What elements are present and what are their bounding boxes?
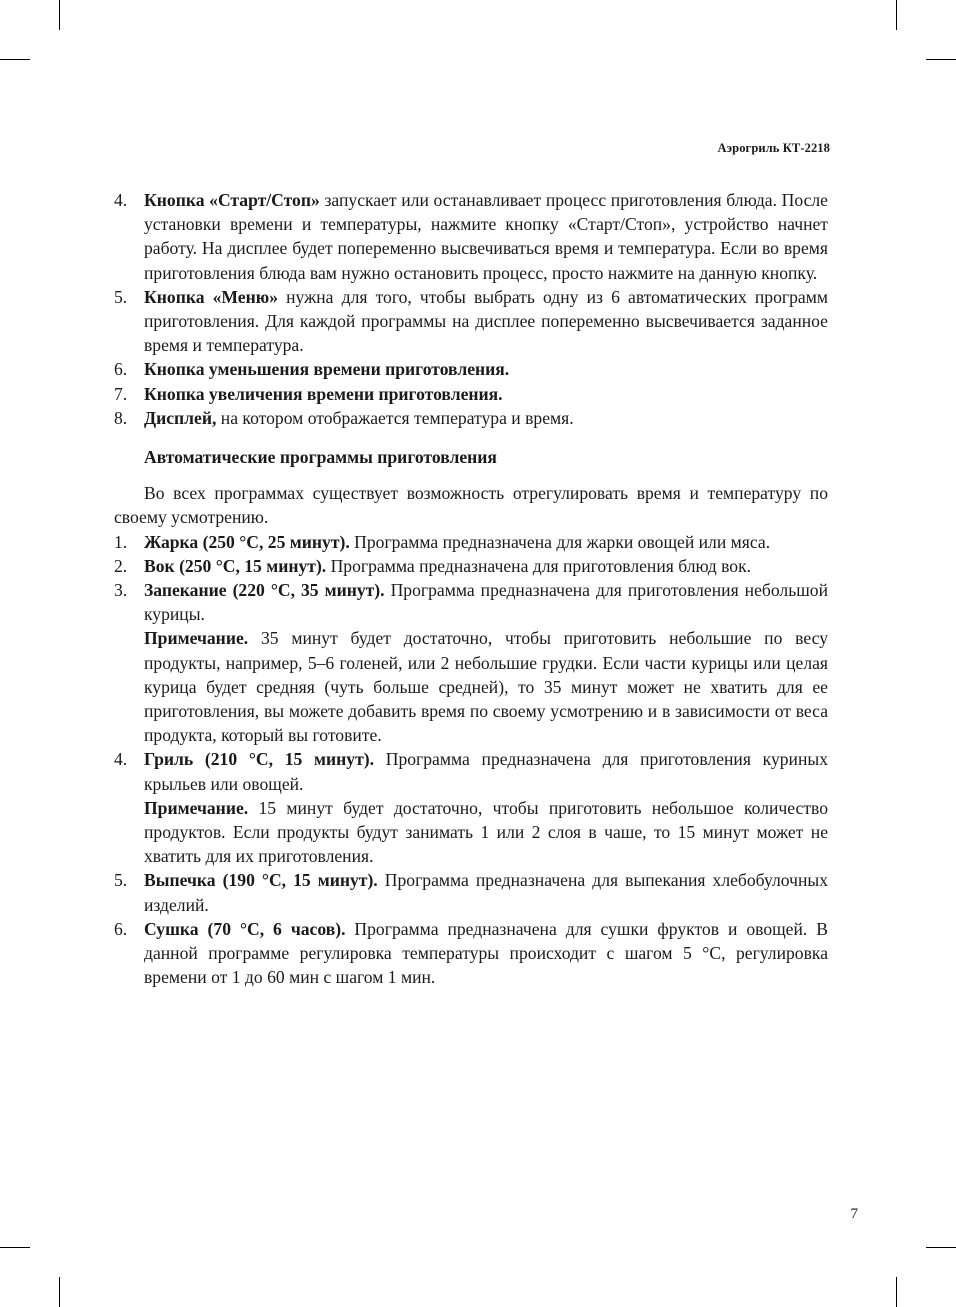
item-title: Запекание (220 °С, 35 минут). bbox=[144, 580, 385, 601]
item-number: 1. bbox=[114, 531, 128, 552]
item-number: 8. bbox=[114, 407, 128, 428]
item-text: Программа предназначена для жарки овощей или мяса. bbox=[349, 531, 771, 552]
item-text: Программа предназначена для выпекания хлебобулочных изделий. bbox=[144, 870, 828, 915]
item-title: Гриль (210 °С, 15 минут). bbox=[144, 749, 375, 770]
program-item bbox=[114, 578, 828, 747]
item-title: Кнопка уменьшения времени приготовления. bbox=[144, 359, 510, 380]
item-text: нужна для того, чтобы выбрать одну из 6 автоматических программ приготовления. Для каждой программы на дисплее попеременно высвечивается заданное время и температура. bbox=[144, 286, 828, 356]
note-label: Примечание. bbox=[144, 797, 249, 818]
note bbox=[144, 796, 828, 869]
control-item bbox=[114, 188, 828, 285]
crop-mark bbox=[926, 59, 956, 60]
item-title: Жарка (250 °С, 25 минут). bbox=[144, 531, 350, 552]
item-number: 6. bbox=[114, 918, 128, 939]
control-item bbox=[114, 357, 828, 381]
control-item bbox=[114, 382, 828, 406]
section-intro: Во всех программах существует возможность отрегулировать время и температуру по своему усмотрению. bbox=[114, 483, 828, 528]
item-number: 7. bbox=[114, 383, 128, 404]
crop-mark bbox=[0, 59, 30, 60]
item-number: 4. bbox=[114, 190, 128, 210]
control-item bbox=[114, 406, 828, 430]
crop-mark bbox=[59, 0, 60, 30]
item-title: Кнопка увеличения времени приготовления. bbox=[144, 383, 503, 404]
item-title: Кнопка «Старт/Стоп» bbox=[144, 190, 320, 210]
item-number: 5. bbox=[114, 286, 128, 307]
program-item bbox=[114, 530, 828, 554]
item-title: Сушка (70 °С, 6 часов). bbox=[144, 918, 346, 939]
note bbox=[144, 626, 828, 747]
item-text: Программа предназначена для приготовления блюд вок. bbox=[326, 555, 752, 576]
item-number: 5. bbox=[114, 870, 128, 891]
crop-mark bbox=[926, 1247, 956, 1248]
item-text: Программа предназначена для приготовления куриных крыльев или овощей. bbox=[144, 749, 828, 794]
note-label: Примечание. bbox=[144, 628, 249, 649]
crop-mark bbox=[896, 1277, 897, 1307]
program-item bbox=[114, 868, 828, 916]
item-number: 4. bbox=[114, 749, 128, 770]
page-number: 7 bbox=[850, 1206, 858, 1222]
item-title: Выпечка (190 °С, 15 минут). bbox=[144, 870, 378, 891]
crop-mark bbox=[896, 0, 897, 30]
page-content bbox=[114, 188, 828, 990]
program-item bbox=[114, 917, 828, 990]
item-number: 2. bbox=[114, 555, 128, 576]
item-number: 3. bbox=[114, 580, 128, 601]
item-text: Программа предназначена для сушки фруктов и овощей. В данной программе регулировка температуры происходит с шагом 5 °С, регулировка времени от 1 до 60 мин с шагом 1 мин. bbox=[144, 918, 828, 988]
crop-mark bbox=[59, 1277, 60, 1307]
note-text: 15 минут будет достаточно, чтобы приготовить небольшое количество продуктов. Если продукты будут занимать 1 или 2 слоя в чаше, то 15 минут может не хватить для их приготовления. bbox=[144, 797, 828, 867]
control-item bbox=[114, 285, 828, 358]
crop-mark bbox=[0, 1247, 30, 1248]
program-item bbox=[114, 554, 828, 578]
running-header: Аэрогриль КТ-2218 bbox=[717, 141, 830, 155]
item-text: запускает или останавливает процесс приготовления блюда. После установки времени и температуры, нажмите кнопку «Старт/Стоп», устройство начнет работу. На дисплее будет попеременно высвечиваться время и температура. Если во время приготовления блюда вам нужно остановить процесс, просто нажмите на данную кнопку. bbox=[144, 190, 828, 283]
item-number: 6. bbox=[114, 359, 128, 380]
note-text: 35 минут будет достаточно, чтобы приготовить небольшие по весу продукты, например, 5–6 голеней, или 2 небольшие грудки. Если части курицы или целая курица будет средняя (чуть больше средней), то 35 минут может не хватить для ее приготовления, вы можете добавить время по своему усмотрению и в зависимости от веса продукта, который вы готовите. bbox=[144, 628, 828, 746]
program-item bbox=[114, 747, 828, 868]
item-text: на котором отображается температура и время. bbox=[216, 407, 574, 428]
item-title: Дисплей, bbox=[144, 407, 217, 428]
item-title: Кнопка «Меню» bbox=[144, 286, 278, 307]
item-text: Программа предназначена для приготовления небольшой курицы. bbox=[144, 580, 828, 625]
section-title: Автоматические программы приготовления bbox=[144, 447, 497, 468]
item-title: Вок (250 °С, 15 минут). bbox=[144, 555, 327, 576]
